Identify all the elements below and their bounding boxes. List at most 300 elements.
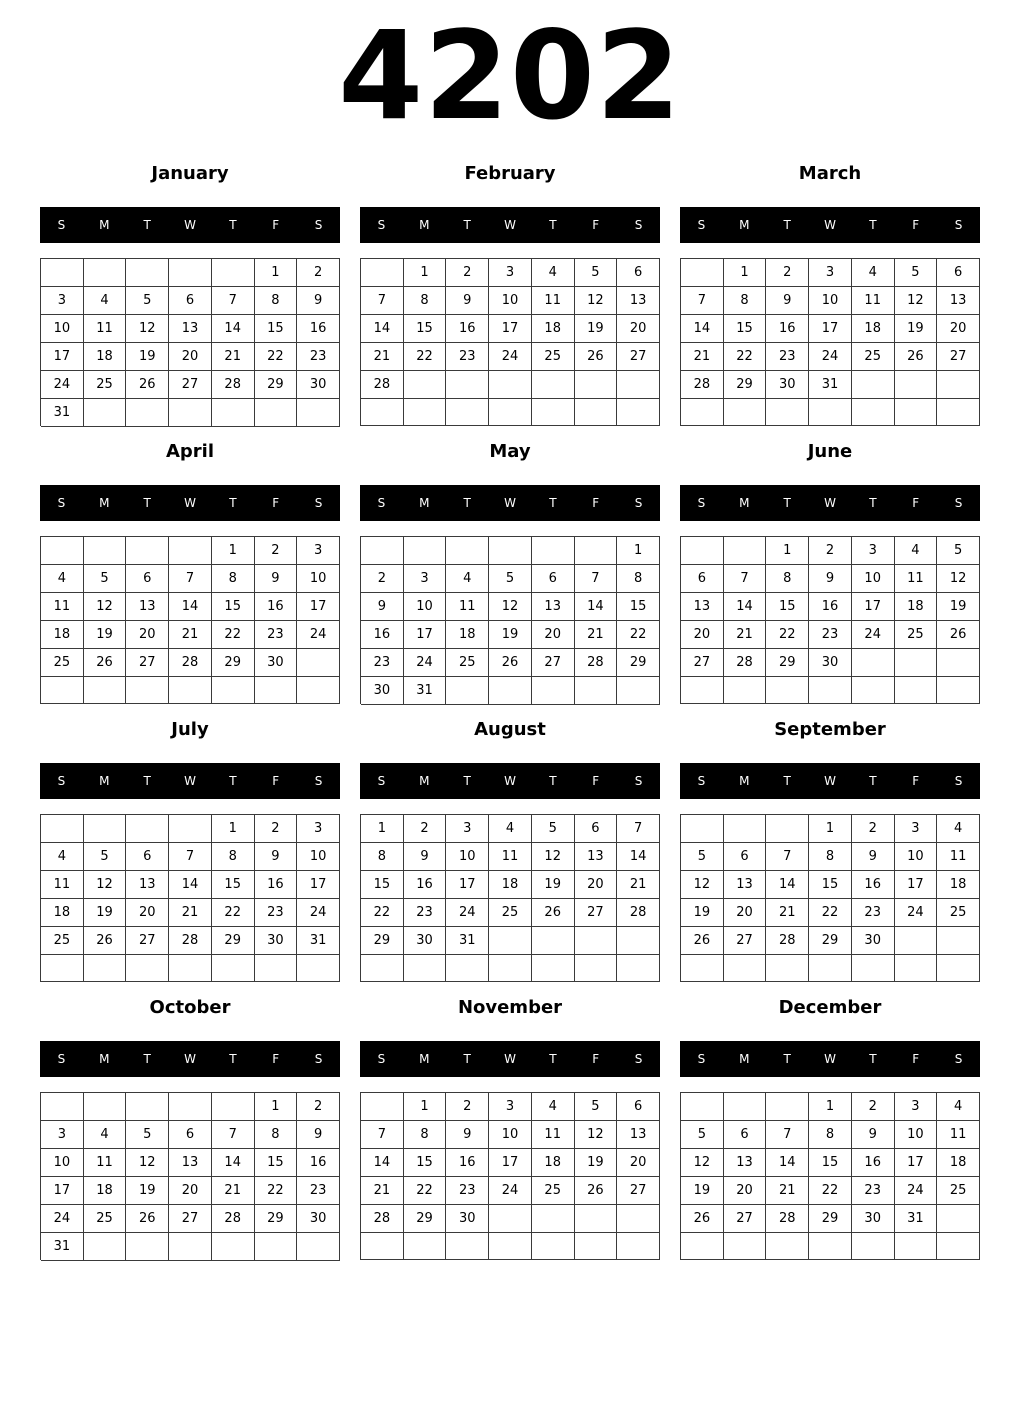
weekday-label: T: [783, 774, 791, 788]
day-cell: 4: [41, 843, 84, 871]
day-cell: 21: [575, 621, 618, 649]
empty-cell: [361, 1093, 404, 1121]
day-cell: 23: [446, 343, 489, 371]
empty-cell: [532, 371, 575, 399]
day-cell: 1: [724, 259, 767, 287]
day-cell: 13: [169, 315, 212, 343]
day-cell: 31: [446, 927, 489, 955]
day-cell: 10: [404, 593, 447, 621]
weekday-label: W: [184, 774, 196, 788]
weekday-label: S: [634, 774, 643, 788]
empty-cell: [41, 955, 84, 982]
day-cell: 22: [617, 621, 660, 649]
day-cell: 23: [361, 649, 404, 677]
empty-cell: [489, 927, 532, 955]
weekday-label: S: [697, 496, 706, 510]
day-cell: 28: [169, 649, 212, 677]
empty-cell: [255, 399, 298, 427]
day-cell: 10: [297, 843, 340, 871]
day-cell: 18: [41, 621, 84, 649]
day-cell: 27: [681, 649, 724, 677]
day-cell: 2: [297, 1093, 340, 1121]
day-cell: 17: [852, 593, 895, 621]
day-cell: 6: [937, 259, 980, 287]
day-cell: 30: [255, 927, 298, 955]
day-cell: 1: [404, 259, 447, 287]
day-cell: 31: [41, 399, 84, 427]
day-cell: 11: [84, 315, 127, 343]
empty-cell: [852, 649, 895, 677]
day-cell: 28: [617, 899, 660, 927]
weekday-label: S: [377, 218, 386, 232]
day-cell: 24: [41, 371, 84, 399]
empty-cell: [489, 955, 532, 982]
day-cell: 6: [575, 815, 618, 843]
empty-cell: [126, 1093, 169, 1121]
day-cell: 13: [169, 1149, 212, 1177]
weekday-label: T: [549, 1052, 557, 1066]
day-cell: 24: [809, 343, 852, 371]
empty-cell: [126, 1233, 169, 1261]
day-cell: 3: [852, 537, 895, 565]
day-cell: 14: [212, 1149, 255, 1177]
weekday-label: M: [419, 774, 430, 788]
day-cell: 5: [489, 565, 532, 593]
empty-cell: [169, 259, 212, 287]
empty-cell: [489, 1205, 532, 1233]
day-cell: 13: [126, 871, 169, 899]
weekday-label: S: [634, 496, 643, 510]
day-cell: 28: [212, 1205, 255, 1233]
day-cell: 21: [361, 343, 404, 371]
empty-cell: [297, 399, 340, 427]
day-cell: 18: [852, 315, 895, 343]
day-cell: 9: [297, 287, 340, 315]
day-cell: 26: [489, 649, 532, 677]
day-cell: 15: [766, 593, 809, 621]
day-cell: 7: [724, 565, 767, 593]
weekday-label: T: [783, 218, 791, 232]
weekday-label: M: [99, 496, 110, 510]
day-cell: 15: [809, 871, 852, 899]
weekday-label: S: [377, 496, 386, 510]
day-cell: 9: [297, 1121, 340, 1149]
day-cell: 11: [532, 1121, 575, 1149]
empty-cell: [297, 1233, 340, 1261]
weekday-label: T: [463, 218, 471, 232]
day-cell: 8: [404, 1121, 447, 1149]
day-cell: 30: [297, 371, 340, 399]
weekday-label: W: [504, 774, 516, 788]
day-cell: 7: [361, 287, 404, 315]
weekday-header: [680, 763, 980, 799]
empty-cell: [575, 537, 618, 565]
day-cell: 2: [255, 537, 298, 565]
day-cell: 7: [766, 1121, 809, 1149]
empty-cell: [895, 677, 938, 704]
day-cell: 8: [255, 1121, 298, 1149]
day-cell: 22: [809, 899, 852, 927]
empty-cell: [852, 371, 895, 399]
empty-cell: [937, 649, 980, 677]
empty-cell: [575, 371, 618, 399]
weekday-label: W: [504, 496, 516, 510]
day-cell: 12: [895, 287, 938, 315]
day-cell: 14: [766, 1149, 809, 1177]
empty-cell: [724, 1233, 767, 1260]
weekday-label: F: [912, 1052, 920, 1066]
empty-cell: [446, 955, 489, 982]
day-cell: 6: [617, 259, 660, 287]
empty-cell: [41, 815, 84, 843]
day-cell: 6: [126, 565, 169, 593]
day-cell: 3: [41, 1121, 84, 1149]
empty-cell: [617, 371, 660, 399]
weekday-label: F: [912, 218, 920, 232]
empty-cell: [766, 399, 809, 426]
weekday-label: M: [419, 496, 430, 510]
day-cell: 31: [895, 1205, 938, 1233]
day-cell: 2: [361, 565, 404, 593]
empty-cell: [937, 927, 980, 955]
weekday-label: T: [869, 1052, 877, 1066]
day-grid: [680, 1092, 980, 1260]
day-cell: 27: [169, 371, 212, 399]
day-cell: 29: [212, 649, 255, 677]
day-cell: 17: [489, 315, 532, 343]
empty-cell: [404, 537, 447, 565]
day-cell: 19: [681, 1177, 724, 1205]
empty-cell: [489, 399, 532, 426]
empty-cell: [169, 955, 212, 982]
day-cell: 29: [724, 371, 767, 399]
empty-cell: [532, 677, 575, 705]
day-cell: 2: [809, 537, 852, 565]
empty-cell: [297, 955, 340, 982]
day-cell: 6: [169, 1121, 212, 1149]
day-cell: 29: [212, 927, 255, 955]
day-cell: 6: [169, 287, 212, 315]
day-cell: 4: [84, 287, 127, 315]
day-cell: 17: [404, 621, 447, 649]
day-cell: 8: [212, 843, 255, 871]
day-cell: 15: [255, 315, 298, 343]
empty-cell: [489, 1233, 532, 1260]
day-cell: 2: [852, 1093, 895, 1121]
day-cell: 5: [575, 1093, 618, 1121]
empty-cell: [489, 677, 532, 705]
day-cell: 30: [809, 649, 852, 677]
day-cell: 14: [361, 1149, 404, 1177]
day-cell: 26: [532, 899, 575, 927]
day-cell: 4: [937, 1093, 980, 1121]
day-cell: 31: [41, 1233, 84, 1261]
empty-cell: [895, 371, 938, 399]
day-cell: 19: [681, 899, 724, 927]
weekday-label: S: [954, 218, 963, 232]
day-cell: 11: [937, 1121, 980, 1149]
day-cell: 12: [84, 593, 127, 621]
day-cell: 18: [937, 1149, 980, 1177]
day-cell: 10: [809, 287, 852, 315]
empty-cell: [126, 259, 169, 287]
weekday-header: [40, 485, 340, 521]
day-cell: 9: [852, 843, 895, 871]
weekday-label: S: [314, 218, 323, 232]
empty-cell: [41, 677, 84, 704]
year-title: 4202: [338, 5, 682, 147]
empty-cell: [681, 1233, 724, 1260]
empty-cell: [84, 677, 127, 704]
empty-cell: [617, 1233, 660, 1260]
weekday-label: S: [57, 1052, 66, 1066]
empty-cell: [575, 1205, 618, 1233]
day-cell: 23: [766, 343, 809, 371]
day-cell: 13: [617, 287, 660, 315]
day-cell: 27: [532, 649, 575, 677]
weekday-label: S: [697, 218, 706, 232]
day-cell: 8: [361, 843, 404, 871]
day-cell: 8: [809, 1121, 852, 1149]
day-cell: 22: [255, 1177, 298, 1205]
day-cell: 26: [937, 621, 980, 649]
day-cell: 18: [446, 621, 489, 649]
empty-cell: [361, 1233, 404, 1260]
day-cell: 20: [169, 1177, 212, 1205]
empty-cell: [255, 955, 298, 982]
day-cell: 20: [617, 315, 660, 343]
day-cell: 5: [126, 287, 169, 315]
day-cell: 12: [575, 287, 618, 315]
day-cell: 20: [937, 315, 980, 343]
day-cell: 17: [895, 871, 938, 899]
weekday-label: S: [377, 774, 386, 788]
day-cell: 14: [766, 871, 809, 899]
day-cell: 28: [766, 927, 809, 955]
day-cell: 21: [212, 343, 255, 371]
empty-cell: [169, 815, 212, 843]
day-grid: [40, 258, 340, 426]
day-cell: 22: [361, 899, 404, 927]
empty-cell: [681, 815, 724, 843]
empty-cell: [575, 399, 618, 426]
month-name: December: [778, 997, 882, 1018]
day-cell: 26: [84, 927, 127, 955]
day-cell: 28: [766, 1205, 809, 1233]
day-grid: [40, 814, 340, 982]
day-cell: 16: [297, 315, 340, 343]
day-cell: 24: [489, 343, 532, 371]
weekday-label: T: [549, 218, 557, 232]
empty-cell: [895, 955, 938, 982]
day-cell: 25: [41, 649, 84, 677]
empty-cell: [809, 399, 852, 426]
day-cell: 16: [766, 315, 809, 343]
empty-cell: [937, 399, 980, 426]
empty-cell: [766, 1233, 809, 1260]
day-cell: 1: [255, 259, 298, 287]
empty-cell: [895, 927, 938, 955]
day-cell: 5: [575, 259, 618, 287]
day-grid: [360, 814, 660, 982]
day-cell: 6: [617, 1093, 660, 1121]
day-cell: 6: [724, 843, 767, 871]
day-cell: 4: [41, 565, 84, 593]
day-cell: 4: [84, 1121, 127, 1149]
day-cell: 23: [297, 1177, 340, 1205]
day-cell: 7: [575, 565, 618, 593]
day-cell: 16: [297, 1149, 340, 1177]
weekday-label: S: [57, 496, 66, 510]
weekday-label: S: [697, 774, 706, 788]
empty-cell: [169, 399, 212, 427]
day-cell: 9: [766, 287, 809, 315]
day-cell: 23: [446, 1177, 489, 1205]
empty-cell: [255, 677, 298, 704]
day-cell: 7: [361, 1121, 404, 1149]
day-cell: 22: [766, 621, 809, 649]
empty-cell: [724, 1093, 767, 1121]
month-name: November: [457, 997, 563, 1018]
day-grid: [360, 1092, 660, 1260]
day-cell: 21: [681, 343, 724, 371]
day-cell: 1: [361, 815, 404, 843]
day-cell: 28: [212, 371, 255, 399]
weekday-label: M: [739, 774, 750, 788]
day-cell: 2: [446, 1093, 489, 1121]
day-cell: 19: [895, 315, 938, 343]
day-cell: 20: [575, 871, 618, 899]
empty-cell: [681, 259, 724, 287]
weekday-label: S: [314, 496, 323, 510]
empty-cell: [297, 677, 340, 704]
empty-cell: [361, 259, 404, 287]
empty-cell: [126, 815, 169, 843]
day-cell: 23: [255, 899, 298, 927]
day-cell: 22: [212, 899, 255, 927]
day-cell: 5: [84, 843, 127, 871]
day-cell: 1: [404, 1093, 447, 1121]
day-cell: 16: [361, 621, 404, 649]
day-cell: 18: [937, 871, 980, 899]
day-cell: 26: [681, 1205, 724, 1233]
day-cell: 3: [404, 565, 447, 593]
day-cell: 26: [575, 343, 618, 371]
empty-cell: [895, 1233, 938, 1260]
empty-cell: [681, 537, 724, 565]
weekday-label: T: [143, 774, 151, 788]
weekday-label: S: [314, 774, 323, 788]
day-cell: 3: [41, 287, 84, 315]
month-name: June: [807, 441, 853, 462]
empty-cell: [212, 1233, 255, 1261]
day-cell: 8: [809, 843, 852, 871]
day-cell: 29: [766, 649, 809, 677]
day-cell: 11: [937, 843, 980, 871]
empty-cell: [169, 1233, 212, 1261]
empty-cell: [617, 955, 660, 982]
weekday-label: F: [912, 774, 920, 788]
day-cell: 12: [681, 871, 724, 899]
day-cell: 9: [852, 1121, 895, 1149]
day-cell: 24: [489, 1177, 532, 1205]
empty-cell: [681, 1093, 724, 1121]
day-grid: [40, 1092, 340, 1260]
day-cell: 16: [446, 315, 489, 343]
weekday-label: M: [99, 1052, 110, 1066]
day-cell: 27: [575, 899, 618, 927]
day-cell: 9: [255, 843, 298, 871]
day-cell: 15: [212, 871, 255, 899]
day-cell: 10: [297, 565, 340, 593]
weekday-header: [680, 207, 980, 243]
day-cell: 2: [255, 815, 298, 843]
day-cell: 13: [617, 1121, 660, 1149]
empty-cell: [617, 677, 660, 705]
day-cell: 27: [126, 649, 169, 677]
day-grid: [680, 536, 980, 704]
weekday-label: T: [143, 1052, 151, 1066]
day-cell: 28: [169, 927, 212, 955]
weekday-header: [360, 207, 660, 243]
empty-cell: [809, 677, 852, 704]
empty-cell: [852, 1233, 895, 1260]
empty-cell: [895, 649, 938, 677]
day-cell: 20: [126, 899, 169, 927]
day-cell: 22: [255, 343, 298, 371]
day-cell: 13: [724, 1149, 767, 1177]
day-grid: [680, 814, 980, 982]
day-cell: 29: [255, 371, 298, 399]
empty-cell: [766, 677, 809, 704]
day-cell: 16: [404, 871, 447, 899]
day-cell: 27: [169, 1205, 212, 1233]
day-cell: 13: [937, 287, 980, 315]
empty-cell: [84, 259, 127, 287]
day-cell: 21: [361, 1177, 404, 1205]
day-cell: 30: [852, 927, 895, 955]
day-cell: 30: [852, 1205, 895, 1233]
day-cell: 23: [852, 1177, 895, 1205]
weekday-label: W: [504, 1052, 516, 1066]
day-cell: 14: [212, 315, 255, 343]
weekday-label: T: [549, 774, 557, 788]
empty-cell: [446, 537, 489, 565]
day-cell: 24: [297, 899, 340, 927]
empty-cell: [724, 537, 767, 565]
day-cell: 10: [446, 843, 489, 871]
day-cell: 24: [446, 899, 489, 927]
day-cell: 15: [724, 315, 767, 343]
day-cell: 1: [809, 815, 852, 843]
day-cell: 30: [255, 649, 298, 677]
empty-cell: [532, 1205, 575, 1233]
month-name: September: [774, 719, 886, 740]
day-cell: 19: [84, 621, 127, 649]
empty-cell: [617, 1205, 660, 1233]
day-cell: 29: [809, 1205, 852, 1233]
day-cell: 26: [895, 343, 938, 371]
day-cell: 29: [617, 649, 660, 677]
day-cell: 4: [895, 537, 938, 565]
empty-cell: [84, 399, 127, 427]
weekday-label: W: [824, 1052, 836, 1066]
empty-cell: [126, 537, 169, 565]
weekday-label: M: [419, 218, 430, 232]
day-cell: 25: [446, 649, 489, 677]
day-cell: 13: [575, 843, 618, 871]
day-cell: 3: [809, 259, 852, 287]
